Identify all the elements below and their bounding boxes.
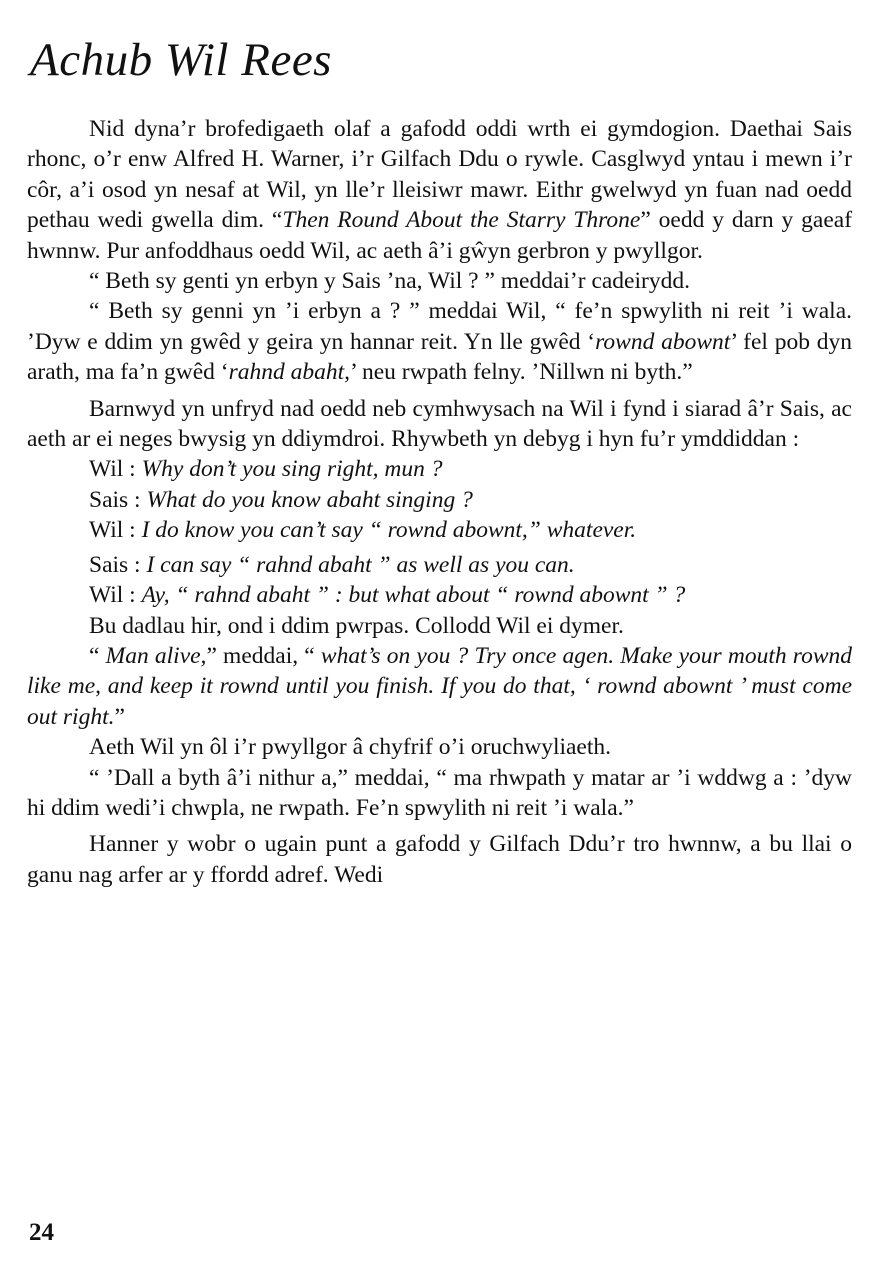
paragraph-3-text-a: “ Beth sy genni yn ’i erbyn a ? ” meddai Wil, “ fe’n spwylith ni reit ’i wala. ’Dyw e ddim yn gwêd y geira yn hannar reit. Yn lle gwêd ‘ [27, 298, 852, 355]
paragraph-3-italic-d: rahnd abaht, [228, 359, 351, 386]
paragraph-2: “ Beth sy genti yn erbyn y Sais ’na, Wil ? ” meddai’r cadeirydd. [89, 268, 690, 295]
paragraph-6-italic-b: Man alive, [105, 642, 207, 669]
page-number: 24 [29, 1219, 54, 1246]
paragraph-1-text-a: Nid dyna’r brofedigaeth olaf a gafodd oddi wrth ei gymdogion. Daethai Sais rhonc, o’r enw Alfred H. Warner, i’r Gilfach Ddu o rywle. Casglwyd yntau i mewn i’r côr, a’i osod yn nesaf at Wil, yn lle’r lleisiwr mawr. Eithr gwelwyd yn fuan nad oedd pethau wedi gwella dim. “ [27, 116, 852, 234]
paragraph-3-italic-b: rownd abownt [595, 328, 731, 355]
dialog-speaker: Wil : [89, 517, 136, 544]
dialog-text: I do know you can’t say “ rownd abownt,” whatever. [141, 517, 637, 544]
paragraph-1-song-title: Then Round About the Starry Throne [282, 207, 641, 234]
paragraph-3-text-e: ’ neu rwpath felny. ’Nillwn ni byth.” [350, 359, 693, 386]
dialog-text: Ay, “ rahnd abaht ” : but what about “ rownd abownt ” ? [141, 582, 686, 609]
chapter-title: Achub Wil Rees [30, 34, 332, 86]
paragraph-4: Barnwyd yn unfryd nad oedd neb cymhwysach na Wil i fynd i siarad â’r Sais, ac aeth ar ei neges bwysig yn ddiymdroi. Rhywbeth yn debyg i hyn fu’r ymddiddan : [27, 395, 852, 453]
paragraph-7: Aeth Wil yn ôl i’r pwyllgor â chyfrif o’i oruchwyliaeth. [89, 734, 612, 761]
dialog-text: What do you know abaht singing ? [146, 486, 473, 513]
dialog-speaker: Sais : [89, 551, 141, 578]
paragraph-8: “ ’Dall a byth â’i nithur a,” meddai, “ ma rhwpath y matar ar ’i wddwg a : ’dyw hi ddim wedi’i chwpla, ne rwpath. Fe’n spwylith ni reit ’i wala.” [27, 764, 852, 821]
paragraph-6 [27, 641, 852, 732]
body-text [27, 114, 852, 890]
dialog-text: I can say “ rahnd abaht ” as well as you can. [146, 551, 575, 578]
dialog-line [27, 485, 852, 515]
paragraph-3-text-c: ’ fel pob dyn arath, ma fa’n gwêd ‘ [27, 328, 852, 386]
dialog-line [27, 550, 852, 580]
paragraph-9: Hanner y wobr o ugain punt a gafodd y Gilfach Ddu’r tro hwnnw, a bu llai o ganu nag arfer ar y ffordd adref. Wedi [27, 831, 852, 888]
dialog-speaker: Sais : [89, 486, 141, 513]
dialog-line [27, 580, 852, 610]
dialog-speaker: Wil : [89, 582, 136, 609]
paragraph-3 [27, 296, 852, 387]
paragraph-6-text-c: ” meddai, “ [206, 642, 321, 669]
paragraph-1 [27, 114, 852, 266]
paragraph-6-text-a: “ [89, 642, 106, 669]
dialog-line [27, 515, 852, 545]
paragraph-6-text-e: ” [114, 703, 125, 730]
dialog-text: Why don’t you sing right, mun ? [141, 456, 443, 483]
paragraph-1-text-c: ” oedd y darn y gaeaf hwnnw. Pur anfoddhaus oedd Wil, ac aeth â’i gŵyn gerbron y pwyllgor. [27, 207, 853, 264]
dialog-speaker: Wil : [89, 456, 136, 483]
paragraph-6-italic-d: what’s on you ? Try once agen. Make your mouth rownd like me, and keep it rownd until you finish. If you do that, ‘ rownd abownt ’ must come out right. [27, 642, 853, 730]
dialog-line [27, 454, 852, 484]
paragraph-5: Bu dadlau hir, ond i ddim pwrpas. Collodd Wil ei dymer. [89, 612, 624, 639]
